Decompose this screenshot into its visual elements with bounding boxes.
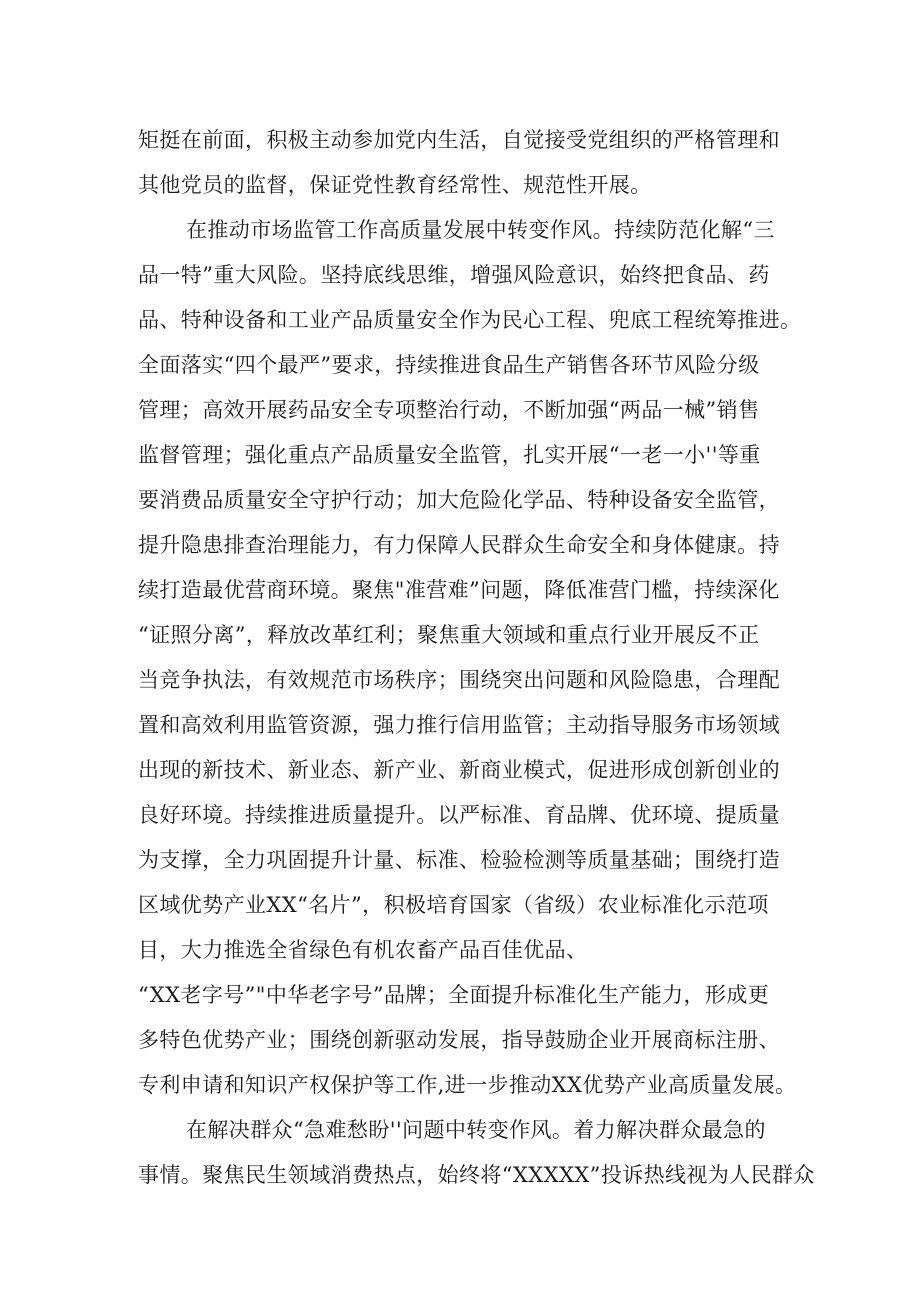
text-line: 当竞争执法，有效规范市场秩序；围绕突出问题和风险隐患，合理配 xyxy=(138,668,780,692)
text-line: 品一特”重大风险。坚持底线思维，增强风险意识，始终把食品、药 xyxy=(138,263,770,287)
text-line: 要消费品质量安全守护行动；加大危险化学品、特种设备安全监管， xyxy=(138,488,780,512)
text-line: 置和高效利用监管资源，强力推行信用监管；主动指导服务市场领域 xyxy=(138,713,780,737)
text-line: 多特色优势产业；围绕创新驱动发展，指导鼓励企业开展商标注册、 xyxy=(138,1028,780,1052)
text-line: 目，大力推选全省绿色有机农畜产品百佳优品、 xyxy=(138,938,588,962)
paragraph-start-line: 在解决群众“急难愁盼''问题中转变作风。着力解决群众最急的 xyxy=(186,1118,766,1142)
text-line: 专利申请和知识产权保护等工作,进一步推动XX优势产业高质量发展。 xyxy=(138,1073,797,1097)
text-line: 监督管理；强化重点产品质量安全监管，扎实开展“一老一小''等重 xyxy=(138,443,761,467)
text-line: 续打造最优营商环境。聚焦"准营难”问题，降低准营门槛，持续深化 xyxy=(138,578,780,602)
text-line: 提升隐患排查治理能力，有力保障人民群众生命安全和身体健康。持 xyxy=(138,533,780,557)
text-line: 管理；高效开展药品安全专项整治行动，不断加强“两品一械”销售 xyxy=(138,398,760,422)
text-line: “证照分离”，释放改革红利；聚焦重大领域和重点行业开展反不正 xyxy=(138,623,760,647)
text-line: 品、特种设备和工业产品质量安全作为民心工程、兜底工程统筹推进。 xyxy=(138,308,802,332)
text-line: 良好环境。持续推进质量提升。以严标准、育品牌、优环境、提质量 xyxy=(138,803,780,827)
text-line: 事情。聚焦民生领域消费热点，始终将“XXXXX”投诉热线视为人民群众 xyxy=(138,1163,815,1187)
text-line: 全面落实“四个最严”要求，持续推进食品生产销售各环节风险分级 xyxy=(138,353,760,377)
paragraph-start-line: 在推动市场监管工作高质量发展中转变作风。持续防范化解“三 xyxy=(186,218,775,242)
text-line: “XX老字号”"中华老字号”品牌；全面提升标准化生产能力，形成更 xyxy=(138,983,770,1007)
text-line: 出现的新技术、新业态、新产业、新商业模式，促进形成创新创业的 xyxy=(138,758,780,782)
text-line: 矩挺在前面，积极主动参加党内生活，自觉接受党组织的严格管理和 xyxy=(138,128,780,152)
text-line: 其他党员的监督，保证党性教育经常性、规范性开展。 xyxy=(138,173,652,197)
text-line: 区域优势产业XX“名片”，积极培育国家（省级）农业标准化示范项 xyxy=(138,893,769,917)
text-line: 为支撑，全力巩固提升计量、标准、检验检测等质量基础；围绕打造 xyxy=(138,848,780,872)
